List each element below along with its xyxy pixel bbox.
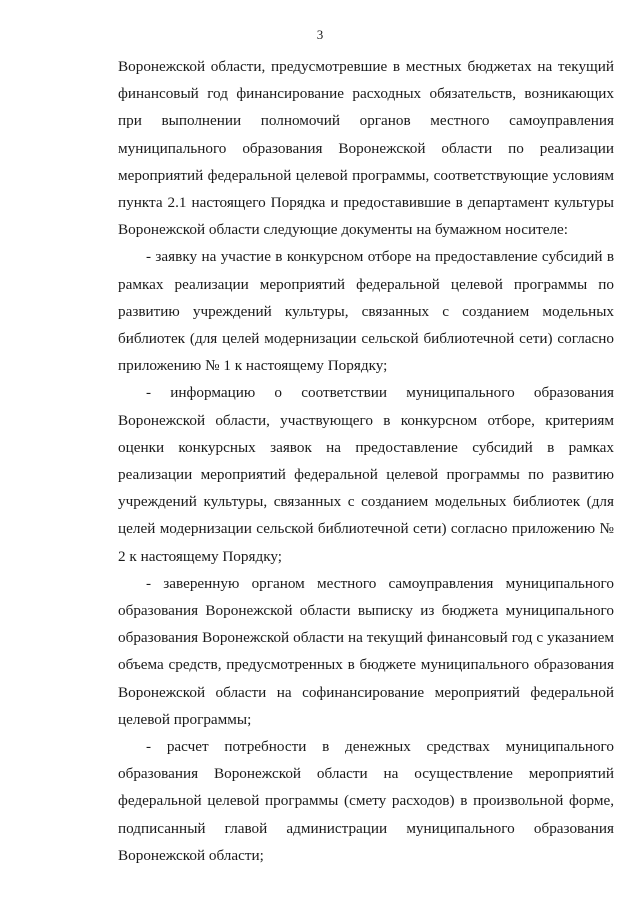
- list-item-application: - заявку на участие в конкурсном отборе на предоставление субсидий в рамках реализации мероприятий федеральной целевой программы по развитию учреждений культуры, связанных с созданием модельных библиотек (для целей модернизации сельской библиотечной сети) согласно приложению № 1 к настоящему Порядку;: [118, 248, 614, 375]
- list-item-cost-estimate: - расчет потребности в денежных средствах муниципального образования Воронежской области на осуществление мероприятий федеральной целевой программы (смету расходов) в произвольной форме, подписанный главой администрации муниципального образования Воронежской области;: [118, 738, 614, 864]
- document-body: [118, 53, 614, 869]
- intro-paragraph: Воронежской области, предусмотревшие в местных бюджетах на текущий финансовый год финансирование расходных обязательств, возникающих при выполнении полномочий органов местного самоуправления муниципального образования Воронежской области по реализации мероприятий федеральной целевой программы, соответствующие условиям пункта 2.1 настоящего Порядка и предоставившие в департамент культуры Воронежской области следующие документы на бумажном носителе:: [118, 58, 614, 239]
- list-item-information: - информацию о соответствии муниципального образования Воронежской области, участвующего в конкурсном отборе, критериям оценки конкурсных заявок на предоставление субсидий в рамках реализации мероприятий федеральной целевой программы по развитию учреждений культуры, связанных с созданием модельных библиотек (для целей модернизации сельской библиотечной сети) согласно приложению № 2 к настоящему Порядку;: [118, 384, 614, 565]
- list-item-budget-extract: - заверенную органом местного самоуправления муниципального образования Воронежской области выписку из бюджета муниципального образования Воронежской области на текущий финансовый год с указанием объема средств, предусмотренных в бюджете муниципального образования Воронежской области на софинансирование мероприятий федеральной целевой программы;: [118, 574, 614, 728]
- page-number: 3: [316, 27, 324, 42]
